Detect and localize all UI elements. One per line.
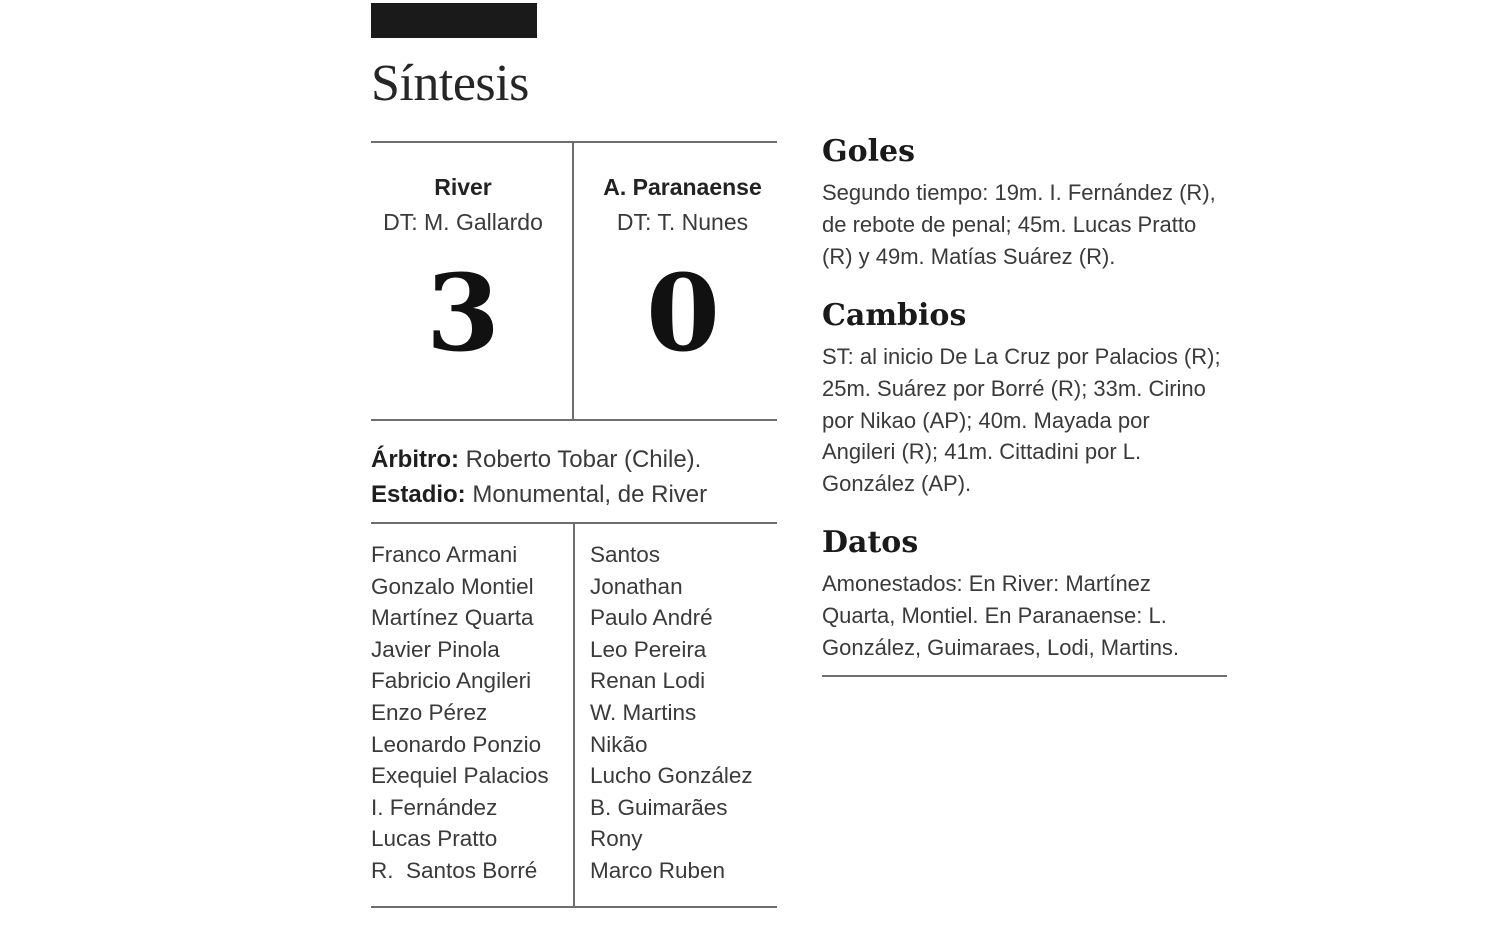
divider-right-bottom xyxy=(822,675,1227,677)
away-team-coach: DT: T. Nunes xyxy=(616,209,749,235)
divider-top xyxy=(371,141,777,143)
home-player: Javier Pinola xyxy=(371,636,500,662)
home-player: Gonzalo Montiel xyxy=(371,573,534,599)
divider-score-vertical xyxy=(572,142,574,420)
home-player: Leonardo Ponzio xyxy=(371,731,542,757)
home-player: R. Santos Borré xyxy=(371,857,538,883)
stadium-label: Estadio: xyxy=(371,481,466,508)
home-team-coach: DT: M. Gallardo xyxy=(383,209,543,235)
section-tag-bar xyxy=(371,3,537,38)
stadium-line xyxy=(371,477,707,512)
divider-score-bottom xyxy=(371,419,777,421)
away-player: Rony xyxy=(590,826,643,852)
home-player: Martínez Quarta xyxy=(371,605,534,631)
home-player: Fabricio Angileri xyxy=(371,668,532,694)
substitutions-heading: Cambios xyxy=(822,298,967,333)
referee-label: Árbitro: xyxy=(371,446,459,473)
home-player: I. Fernández xyxy=(371,794,498,820)
home-lineup xyxy=(371,539,549,887)
match-info xyxy=(371,442,707,512)
away-player: B. Guimarães xyxy=(590,794,728,820)
referee-line xyxy=(371,442,707,477)
home-player: Lucas Pratto xyxy=(371,826,498,852)
away-lineup xyxy=(590,539,753,887)
substitutions-text: ST: al inicio De La Cruz por Palacios (R); 25m. Suárez por Borré (R); 33m. Cirino por Nikao (AP); 40m. Mayada por Angileri (R); 41m. Cittadini por L. González (AP). xyxy=(822,344,1221,497)
home-team xyxy=(362,170,564,240)
away-player: Jonathan xyxy=(590,573,683,599)
divider-lineups-bottom xyxy=(371,906,777,908)
away-team-name: A. Paranaense xyxy=(603,174,762,200)
away-player: Santos xyxy=(590,542,661,567)
away-player: Paulo André xyxy=(590,605,713,631)
data-text: Amonestados: En River: Martínez Quarta, Montiel. En Paranaense: L. González, Guimaraes, Lodi, Martins. xyxy=(822,571,1180,660)
home-player: Exequiel Palacios xyxy=(371,763,549,789)
home-score: 3 xyxy=(426,250,500,375)
page-title: Síntesis xyxy=(371,55,529,112)
home-player: Franco Armani xyxy=(371,542,518,567)
data-heading: Datos xyxy=(822,525,919,560)
away-player: Nikão xyxy=(590,731,648,757)
home-team-name: River xyxy=(434,174,492,200)
home-player: Enzo Pérez xyxy=(371,699,488,725)
away-player: Marco Ruben xyxy=(590,857,726,883)
goals-text: Segundo tiempo: 19m. I. Fernández (R), de rebote de penal; 45m. Lucas Pratto (R) y 49m. Matías Suárez (R). xyxy=(822,180,1216,269)
divider-lineups-vertical xyxy=(573,523,575,907)
away-player: Lucho González xyxy=(590,763,753,789)
referee-value: Roberto Tobar (Chile). xyxy=(465,446,702,473)
away-player: Renan Lodi xyxy=(590,668,706,694)
away-player: Leo Pereira xyxy=(590,636,707,662)
away-score: 0 xyxy=(646,250,720,375)
away-player: W. Martins xyxy=(590,699,697,725)
stadium-value: Monumental, de River xyxy=(472,481,708,508)
away-team xyxy=(580,170,785,240)
goals-heading: Goles xyxy=(822,134,916,169)
